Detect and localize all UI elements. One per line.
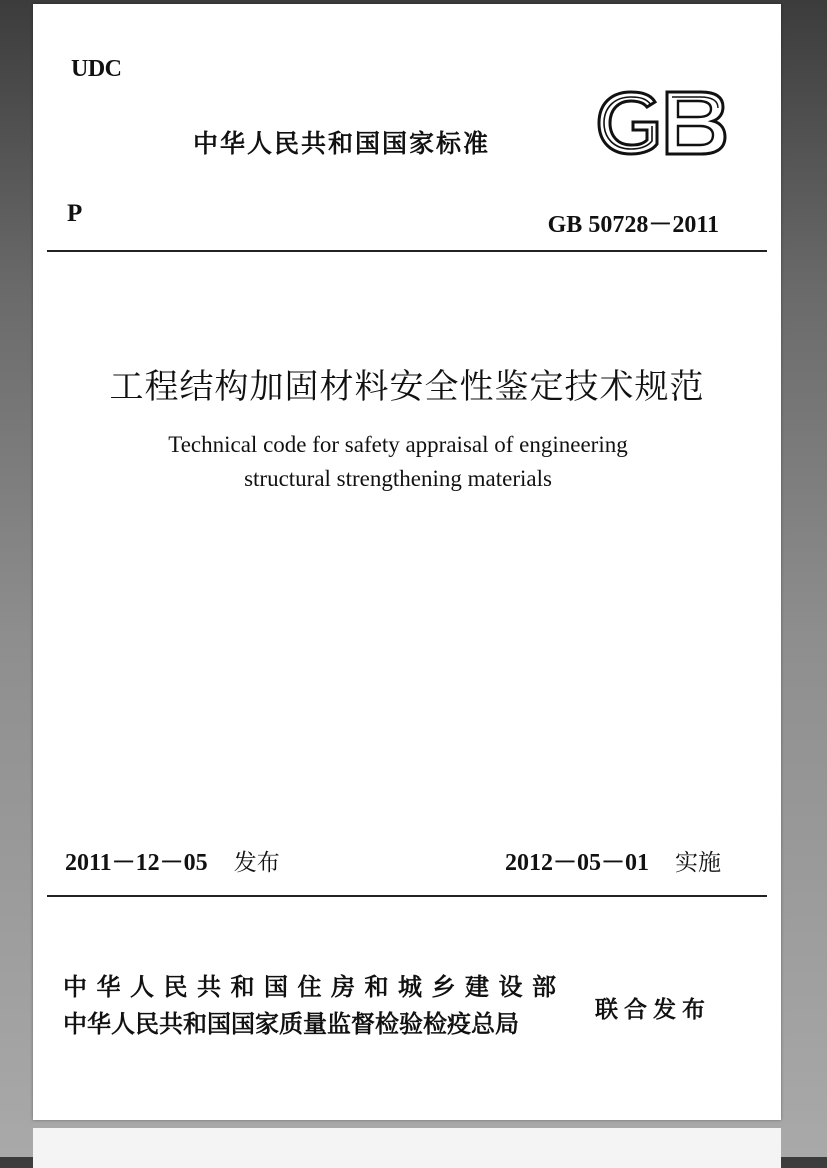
title-english-line1: Technical code for safety appraisal of engineering [168, 432, 628, 457]
next-page-edge [33, 1128, 781, 1168]
issue-date-block [65, 842, 280, 877]
title-chinese: 工程结构加固材料安全性鉴定技术规范 [109, 367, 705, 407]
document-page [33, 4, 781, 1120]
issuer-aqsiq: 中华人民共和国国家质量监督检验检疫总局 [63, 1010, 519, 1038]
implement-date: 2012－05－01 [505, 850, 649, 876]
issue-label: 发布 [233, 850, 280, 876]
implement-date-block [505, 842, 721, 877]
issue-date: 2011－12－05 [65, 850, 208, 876]
udc-label: UDC [71, 56, 122, 82]
title-english-line2: structural strengthening materials [244, 466, 552, 491]
title-english [33, 428, 763, 496]
gb-logo [593, 88, 729, 158]
header-divider [47, 250, 767, 252]
standard-number: GB 50728－2011 [547, 212, 719, 238]
implement-label: 实施 [675, 850, 721, 876]
footer-divider [47, 895, 767, 897]
category-code: P [67, 200, 83, 227]
joint-issue-label: 联合发布 [595, 997, 711, 1023]
issuer-ministry: 中华人民共和国住房和城乡建设部 [63, 973, 566, 1001]
national-standard-title: 中华人民共和国国家标准 [193, 129, 491, 158]
